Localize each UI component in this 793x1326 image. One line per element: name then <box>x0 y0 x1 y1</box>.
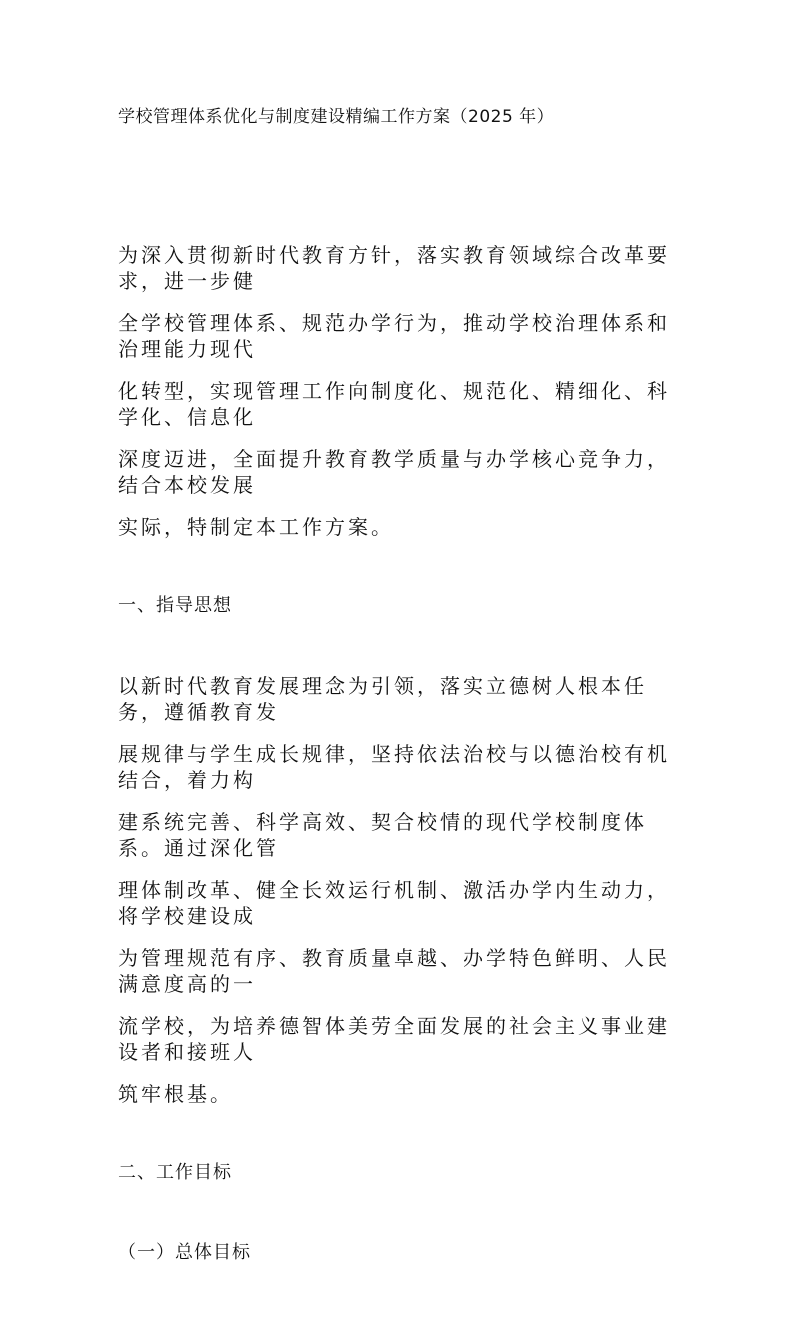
intro-line: 实际，特制定本工作方案。 <box>118 515 394 539</box>
body-line: 为管理规范有序、教育质量卓越、办学特色鲜明、人民满意度高的一 <box>118 946 670 996</box>
section-heading-guiding-ideology: 一、指导思想 <box>118 595 232 616</box>
intro-paragraph <box>118 242 675 540</box>
body-line: 流学校，为培养德智体美劳全面发展的社会主义事业建设者和接班人 <box>118 1014 670 1064</box>
document-title: 学校管理体系优化与制度建设精编工作方案（2025 年） <box>118 107 555 127</box>
intro-line: 深度迈进，全面提升教育教学质量与办学核心竞争力，结合本校发展 <box>118 447 670 497</box>
subsection-heading-overall-goal: （一）总体目标 <box>118 1242 251 1263</box>
intro-line: 化转型，实现管理工作向制度化、规范化、精细化、科学化、信息化 <box>118 379 670 429</box>
guiding-ideology-paragraph <box>118 673 675 1107</box>
body-line: 理体制改革、健全长效运行机制、激活办学内生动力，将学校建设成 <box>118 878 670 928</box>
intro-line: 为深入贯彻新时代教育方针，落实教育领域综合改革要求，进一步健 <box>118 243 670 293</box>
body-line: 筑牢根基。 <box>118 1082 233 1106</box>
section-heading-work-goals: 二、工作目标 <box>118 1162 232 1183</box>
body-line: 以新时代教育发展理念为引领，落实立德树人根本任务，遵循教育发 <box>118 674 647 724</box>
body-line: 建系统完善、科学高效、契合校情的现代学校制度体系。通过深化管 <box>118 810 647 860</box>
body-line: 展规律与学生成长规律，坚持依法治校与以德治校有机结合，着力构 <box>118 742 670 792</box>
intro-line: 全学校管理体系、规范办学行为，推动学校治理体系和治理能力现代 <box>118 311 670 361</box>
